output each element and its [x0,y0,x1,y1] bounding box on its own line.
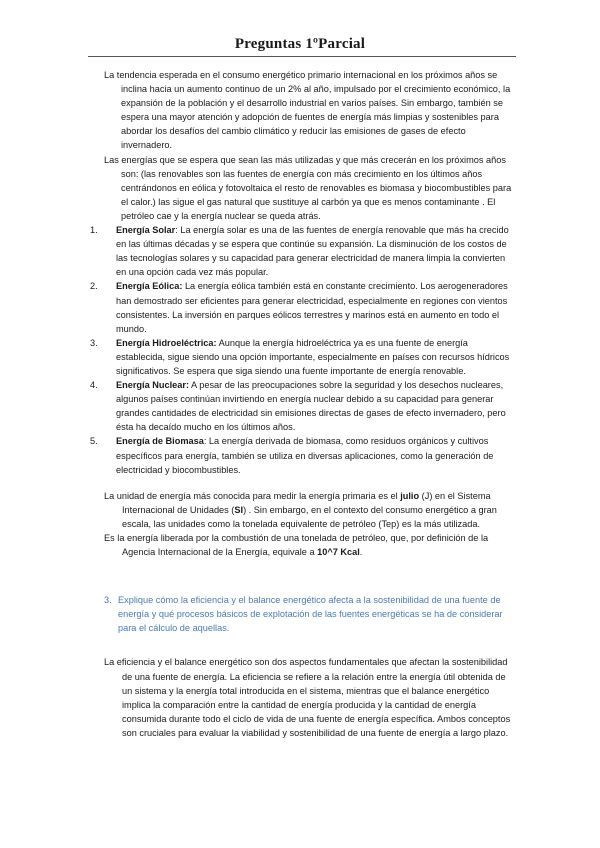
list-number: 5. [90,436,98,447]
tep-value: 10^7 Kcal [317,547,360,558]
list-number: 4. [90,380,98,391]
question-3 [104,593,516,635]
intro-paragraph-energies: Las energías que se espera que sean las más utilizadas y que más crecerán en los próximos años son: (las renovables son las fuentes de energía con más crecimiento en los últimos años centrándonos en eólica y fotovoltaica el resto de renovables es biomasa y biocombustibles para el calor.) las sigue el gas natural que sustituye al carbón ya que es menos contaminante . El petróleo cae y la energía nuclear se queda atrás. [104,154,512,221]
intro-paragraph-trend: La tendencia esperada en el consumo energético primario internacional en los próximos años se inclina hacia un aumento continuo de un 2% al año, impulsado por el crecimiento económico, la expansión de la población y el desarrollo industrial en varios países. Sin embargo, también se espera una mayor atención y adopción de fuentes de energía más limpias y sostenibles para abordar los desafíos del cambio climático y reducir las emisiones de gases de efecto invernadero. [104,70,511,151]
tep-paragraph: Es la energía liberada por la combustión de una tonelada de petróleo, que, por definición de la Agencia Internacional de la Energía, equivale a 10^7 Kcal. [104,533,489,558]
list-text: Aunque la energía hidroeléctrica ya es una fuente de energía establecida, sigue siendo una opción importante, especialmente en países con recursos hídricos significativos. Se espera que siga siendo una fuente importante de energía renovable. [116,337,510,376]
header-rule [88,56,516,57]
list-item [90,378,516,434]
list-text: : La energía derivada de biomasa, como residuos orgánicos y cultivos específicos para energía, también se utiliza en diversas aplicaciones, como la generación de electricidad y biocombustibles. [116,436,494,475]
list-number: 1. [90,225,98,236]
list-text: : La energía solar es una de las fuentes de energía renovable que más ha crecido en las últimas décadas y se espera que continúe su expansión. La disminución de los costos de las tecnologías solares y su capacidad para generar electricidad de manera limpia la convierten en una opción cada vez más popular. [116,225,509,278]
list-term: Energía Eólica: [116,281,183,292]
units-paragraph: La unidad de energía más conocida para medir la energía primaria es el julio (J) en el Sistema Internacional de Unidades (SI) . Sin embargo, en el contexto del consumo energético a gran escala, las unidades como la tonelada equivalente de petróleo (Tep) es la más utilizada. [104,490,497,529]
unit-si: SI [234,504,244,515]
list-term: Energía Solar [116,225,176,236]
question-text: Explique cómo la eficiencia y el balance energético afecta a la sostenibilidad de una fuente de energía y qué procesos básicos de explotación de las fuentes energéticas se ha de considerar para el cálculo de aquellas. [118,595,503,634]
list-item [90,434,516,476]
list-item [90,223,516,279]
list-term: Energía Nuclear: [116,380,190,391]
document-body [90,68,516,740]
list-term: Energía Hidroeléctrica: [116,337,217,348]
list-number: 3. [90,337,98,348]
question-number: 3. [104,595,112,606]
page-title: Preguntas 1ºParcial [234,36,366,52]
list-text: A pesar de las preocupaciones sobre la seguridad y los desechos nucleares, algunos países continúan invirtiendo en energía nuclear debido a su capacidad para generar grandes cantidades de electricidad sin emisiones directas de gases de efecto invernadero, pero ésta ha decaído mucho en los últimos años. [116,380,506,433]
list-item [90,336,516,378]
answer-3-paragraph: La eficiencia y el balance energético son dos aspectos fundamentales que afectan la sostenibilidad de una fuente de energía. La eficiencia se refiere a la relación entre la energía útil obtenida de un sistema y la energía total introducida en el sistema, mientras que el balance energético implica la comparación entre la cantidad de energía producida y la cantidad de energía consumida durante todo el ciclo de vida de una fuente de energía específica. Ambos conceptos son cruciales para evaluar la viabilidad y sostenibilidad de una fuente de energía a largo plazo. [104,657,511,738]
list-item [90,279,516,335]
list-number: 2. [90,281,98,292]
energy-list [90,223,516,477]
list-term: Energía de Biomasa [116,436,204,447]
list-text: La energía eólica también está en constante crecimiento. Los aerogeneradores han demostrado ser eficientes para generar electricidad, especialmente en regiones con vientos consistentes. La inversión en parques eólicos terrestres y marinos está en aumento en todo el mundo. [116,281,508,334]
unit-julio: julio [400,490,420,501]
